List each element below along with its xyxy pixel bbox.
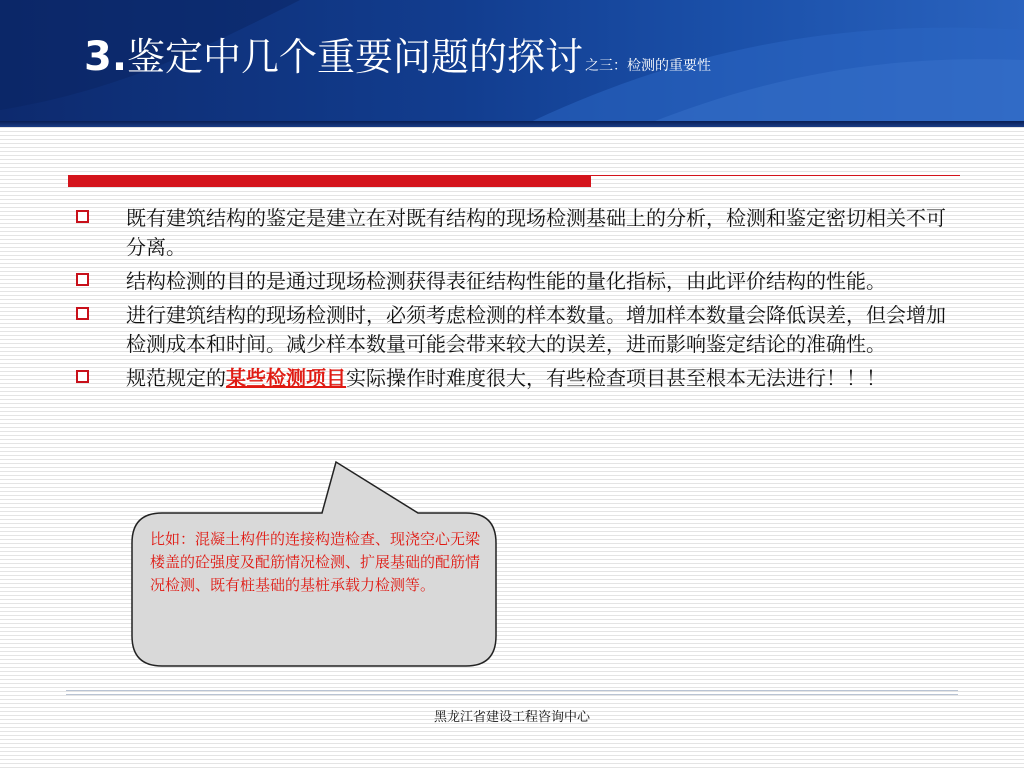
title-main-text: 鉴定中几个重要问题的探讨 (127, 35, 584, 79)
bullet-text-before: 规范规定的 (126, 366, 226, 390)
highlighted-phrase: 某些检测项目 (226, 366, 346, 390)
bullet-text: 进行建筑结构的现场检测时，必须考虑检测的样本数量。增加样本数量会降低误差，但会增加检测成本和时间。减少样本数量可能会带来较大的误差，进而影响鉴定结论的准确性。 (126, 303, 946, 356)
title-number: 3. (84, 34, 128, 80)
bullet-text: 结构检测的目的是通过现场检测获得表征结构性能的量化指标，由此评价结构的性能。 (126, 269, 886, 293)
footer-divider (66, 690, 958, 691)
title-subtitle: 之三：检测的重要性 (585, 58, 712, 74)
callout-text: 比如：混凝土构件的连接构造检查、现浇空心无梁楼盖的砼强度及配筋情况检测、扩展基础的配筋情况检测、既有桩基础的基桩承载力检测等。 (150, 530, 481, 594)
footer-text: 黑龙江省建设工程咨询中心 (433, 710, 590, 725)
bullet-text-after: 实际操作时难度很大，有些检查项目甚至根本无法进行！！！ (346, 366, 886, 390)
bullet-text: 既有建筑结构的鉴定是建立在对既有结构的现场检测基础上的分析，检测和鉴定密切相关不可分离。 (126, 206, 946, 259)
footer-divider (66, 694, 958, 695)
